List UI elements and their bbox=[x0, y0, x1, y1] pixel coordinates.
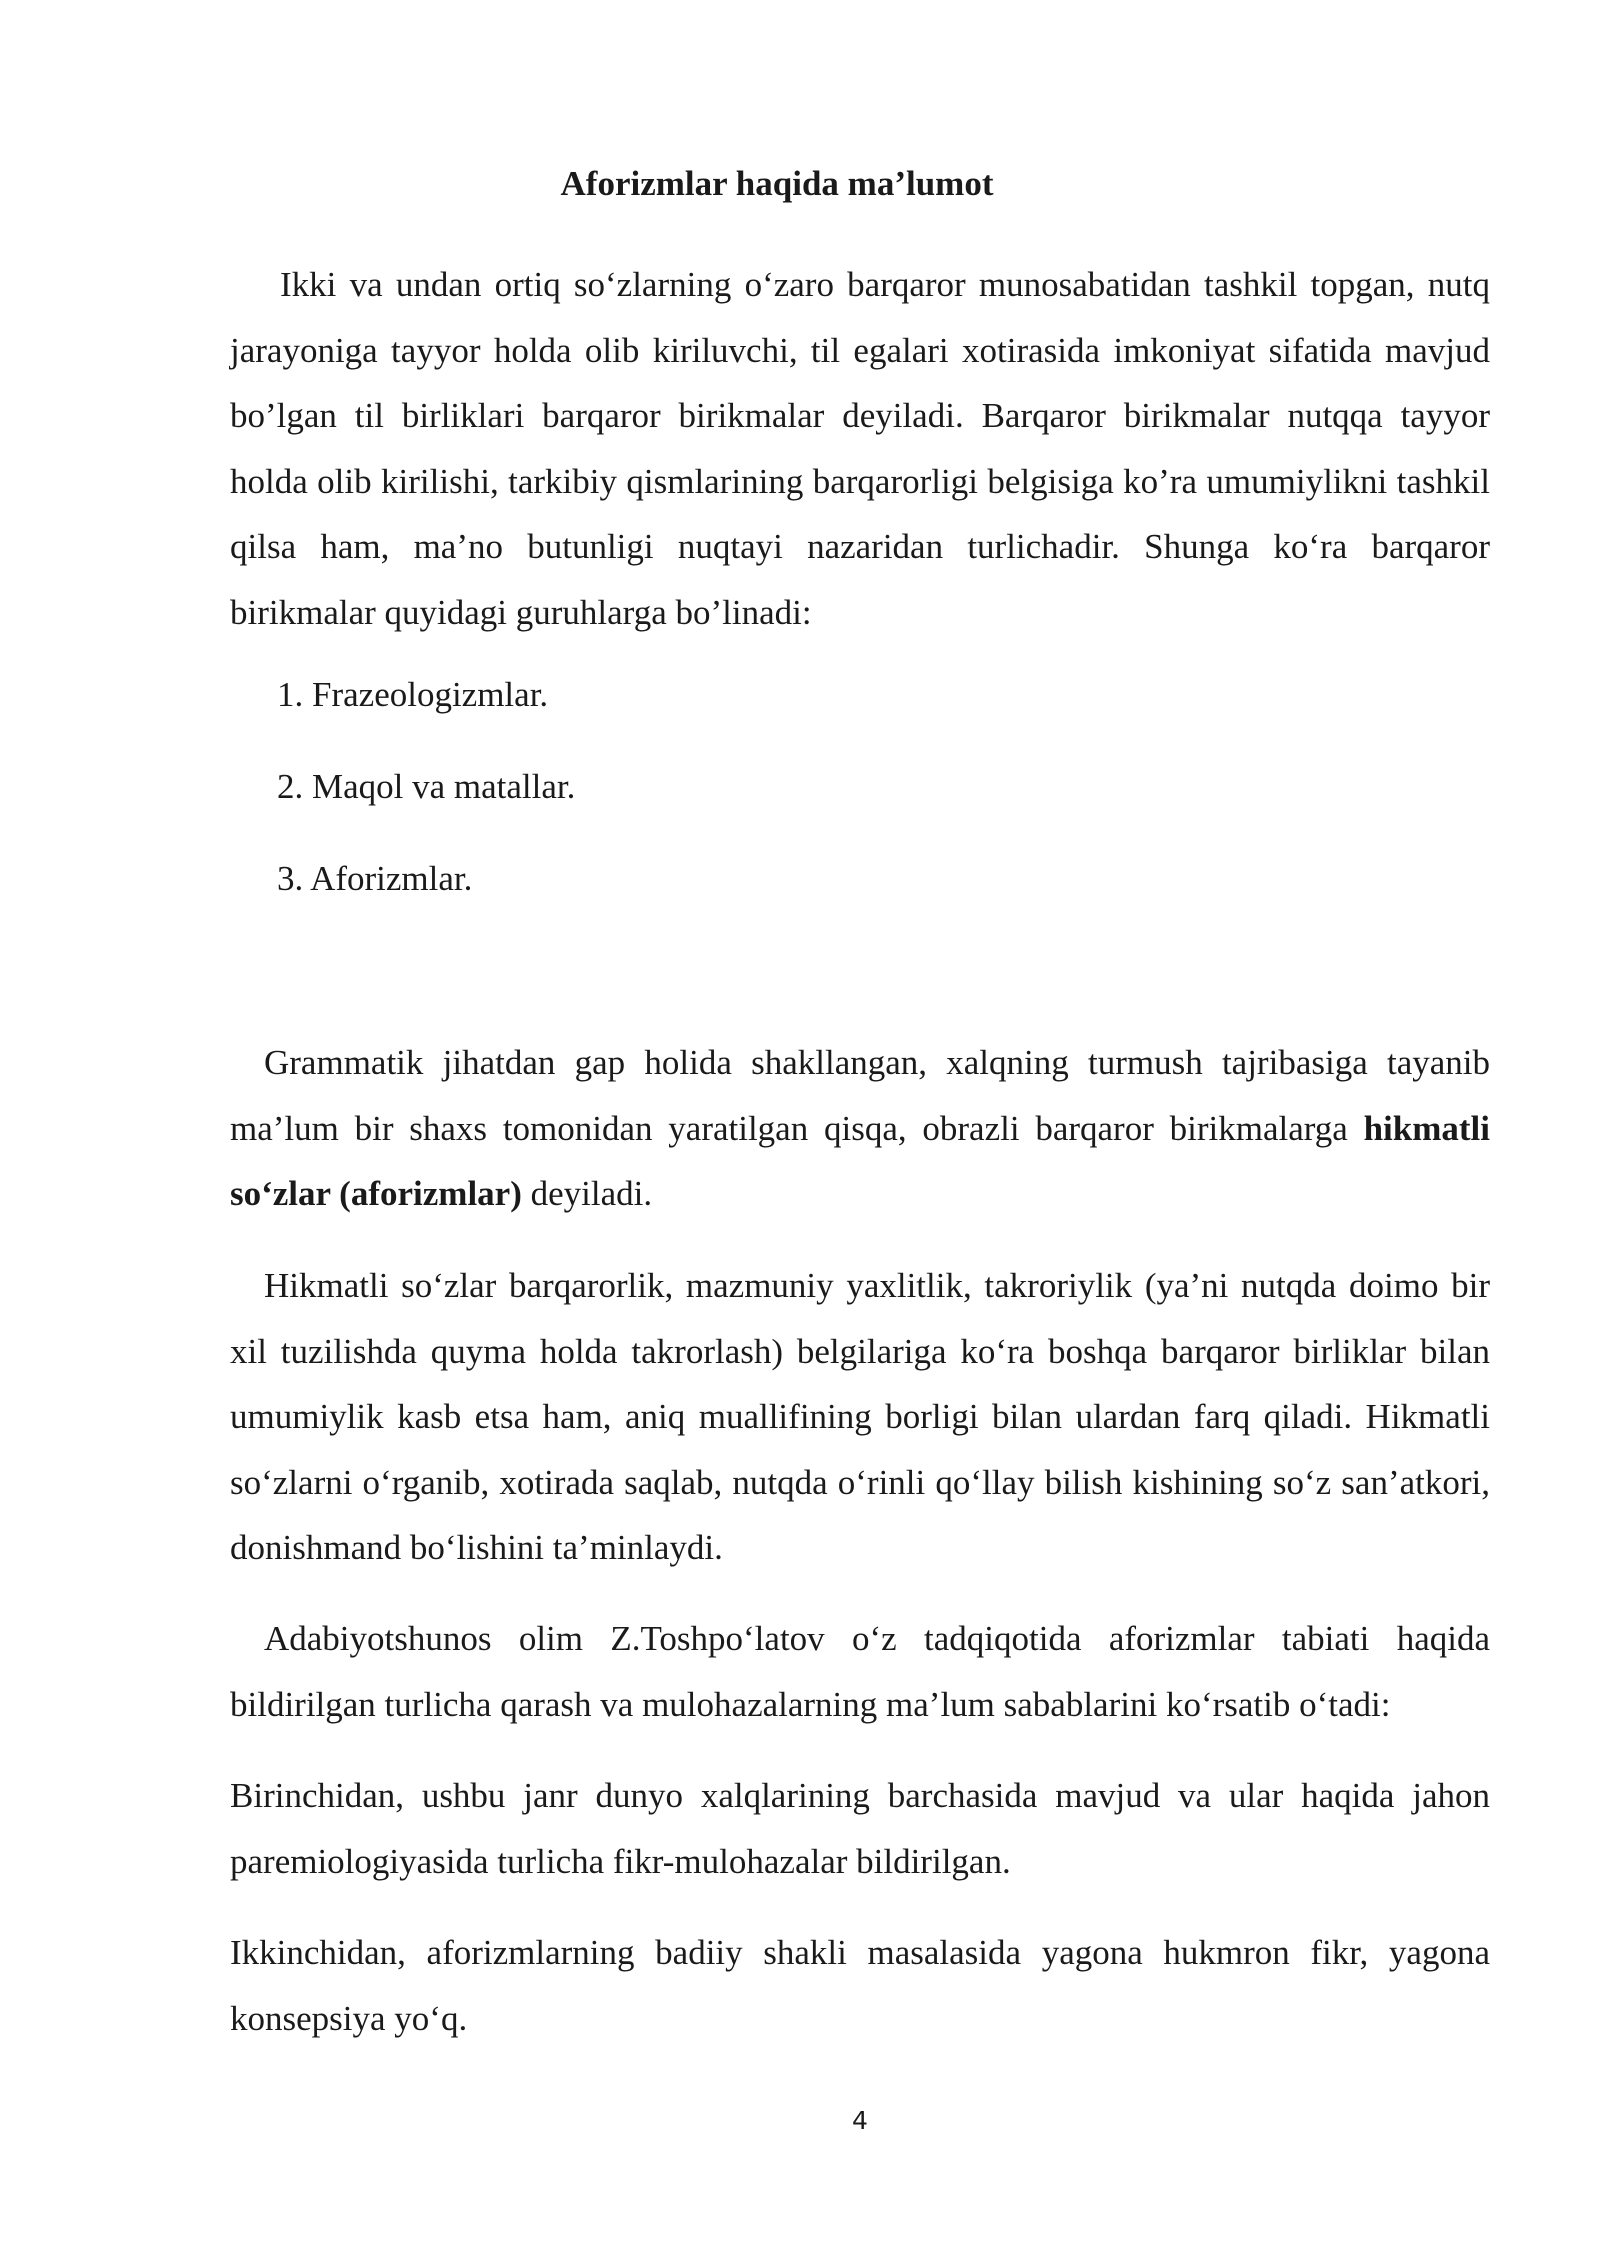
paragraph-definition bbox=[230, 1030, 1490, 1227]
paragraph-birinchidan: Birinchidan, ushbu janr dunyo xalqlarining barchasida mavjud va ular haqida jahon paremiologiyasida turlicha fikr-mulohazalar bildirilgan. bbox=[230, 1776, 1490, 1881]
definition-ending: deyiladi. bbox=[530, 1174, 653, 1213]
paragraph-intro: Ikki va undan ortiq so‘zlarning o‘zaro barqaror munosabatidan tashkil topgan, nutq jarayoniga tayyor holda olib kiriluvchi, til egalari xotirasida imkoniyat sifatida mavjud bo’lgan til birliklari barqaror birikmalar deyiladi. Barqaror birikmalar nutqqa tayyor holda olib kirilishi, tarkibiy qismlarining barqarorligi belgisiga ko’ra umumiylikni tashkil qilsa ham, ma’no butunligi nuqtayi nazaridan turlichadir. Shunga ko‘ra barqaror birikmalar quyidagi guruhlarga bo’linadi: bbox=[230, 265, 1490, 632]
list-item-maqol: 2. Maqol va matallar. bbox=[277, 767, 576, 806]
definition-term: hikmatli so‘zlar (aforizmlar) bbox=[230, 1108, 1490, 1213]
paragraph-ikkinchidan: Ikkinchidan, aforizmlarning badiiy shakli masalasida yagona hukmron fikr, yagona konsepsiya yo‘q. bbox=[230, 1933, 1490, 2038]
paragraph-toshpulatov: Adabiyotshunos olim Z.Toshpo‘latov o‘z tadqiqotida aforizmlar tabiati haqida bildirilgan turlicha qarash va mulohazalarning ma’lum sabablarini ko‘rsatib o‘tadi: bbox=[230, 1619, 1490, 1724]
definition-text: Grammatik jihatdan gap holida shakllangan, xalqning turmush tajribasiga tayanib ma’lum bir shaxs tomonidan yaratilgan qisqa, obrazli barqaror birikmalarga bbox=[230, 1043, 1490, 1148]
paragraph-hikmatli: Hikmatli so‘zlar barqarorlik, mazmuniy yaxlitlik, takroriylik (ya’ni nutqda doimo bir xil tuzilishda quyma holda takrorlash) belgilariga ko‘ra boshqa barqaror birliklar bilan umumiylik kasb etsa ham, aniq muallifining borligi bilan ulardan farq qiladi. Hikmatli so‘zlarni o‘rganib, xotirada saqlab, nutqda o‘rinli qo‘llay bilish kishining so‘z san’atkori, donishmand bo‘lishini ta’minlaydi. bbox=[230, 1266, 1490, 1567]
page-number: 4 bbox=[852, 2106, 868, 2135]
list-item-aforizmlar: 3. Aforizmlar. bbox=[277, 859, 473, 898]
list-item-frazeologizmlar: 1. Frazeologizmlar. bbox=[277, 675, 549, 714]
page-title: Aforizmlar haqida ma’lumot bbox=[560, 164, 994, 203]
